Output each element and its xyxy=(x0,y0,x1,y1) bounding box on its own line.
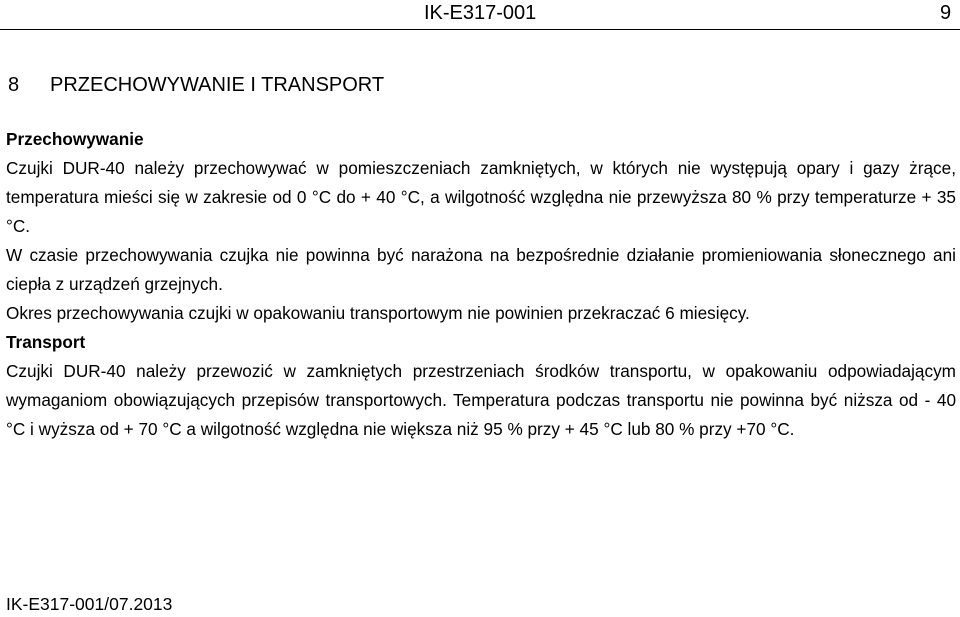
header-page-number: 9 xyxy=(940,2,952,24)
section-title-text: PRZECHOWYWANIE I TRANSPORT xyxy=(50,74,385,96)
transport-paragraph-1: Czujki DUR-40 należy przewozić w zamkniętych przestrzeniach środków transportu, w opakowaniu odpowiadającym wymaganiom obowiązujących przepisów transportowych. Temperatura podczas transportu nie powinna być niższa od - 40 °C i wyższa od + 70 °C a wilgotność względna nie większa niż 95 % przy + 45 °C lub 80 % przy +70 °C. xyxy=(6,361,956,439)
header-divider xyxy=(0,29,960,30)
section-number: 8 xyxy=(8,74,20,96)
header-document-code: IK-E317-001 xyxy=(424,2,537,24)
document-body xyxy=(6,125,956,444)
storage-paragraph-1: Czujki DUR-40 należy przechowywać w pomieszczeniach zamkniętych, w których nie występują opary i gazy żrące, temperatura mieści się w zakresie od 0 °C do + 40 °C, a wilgotność względna nie przewyższa 80 % przy temperaturze + 35 °C. xyxy=(6,158,956,236)
storage-paragraph-2: W czasie przechowywania czujka nie powinna być narażona na bezpośrednie działanie promieniowania słonecznego ani ciepła z urządzeń grzejnych. xyxy=(6,245,956,294)
storage-paragraph-3: Okres przechowywania czujki w opakowaniu transportowym nie powinien przekraczać 6 miesięcy. xyxy=(6,303,750,323)
transport-heading: Transport xyxy=(6,332,86,352)
footer-document-revision: IK-E317-001/07.2013 xyxy=(6,594,173,614)
storage-heading: Przechowywanie xyxy=(6,129,144,149)
section-title xyxy=(8,72,384,98)
